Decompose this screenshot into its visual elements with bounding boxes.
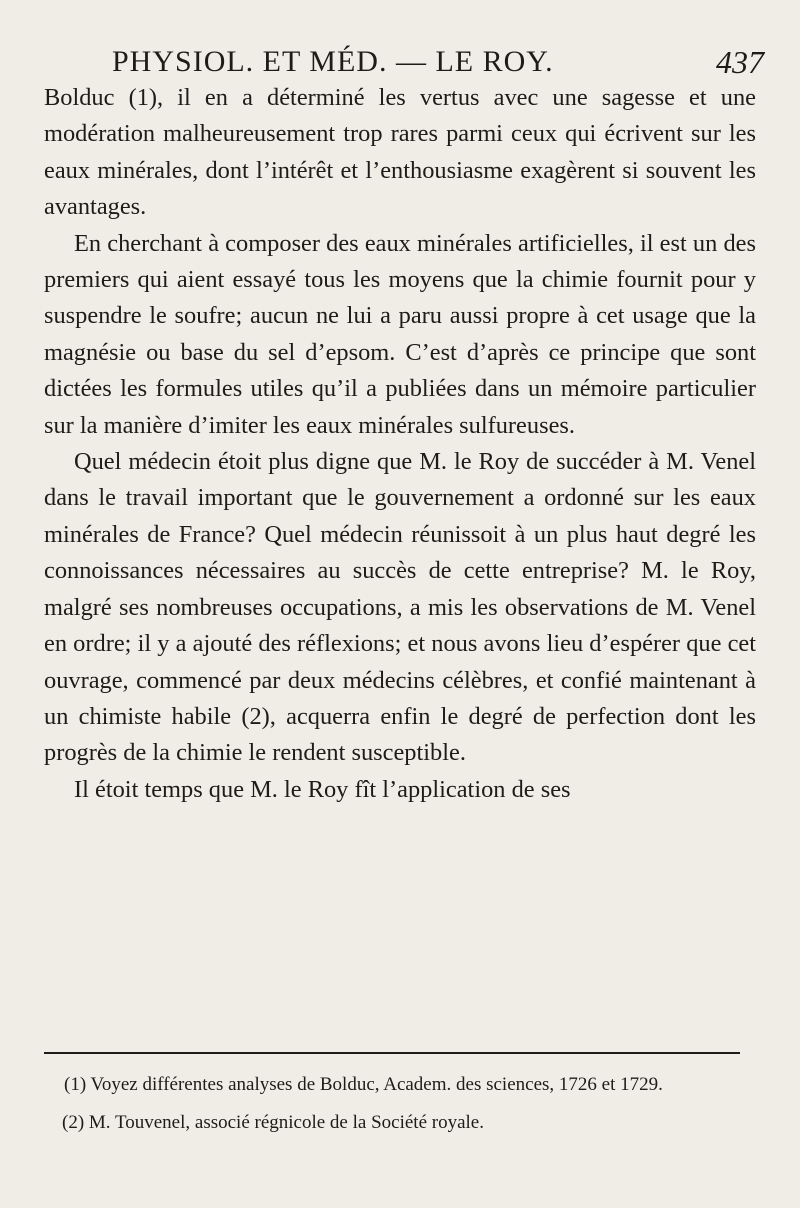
footnote-rule (44, 1052, 740, 1054)
running-head-title: PHYSIOL. ET MÉD. — LE ROY. (112, 45, 554, 78)
body-text (44, 80, 756, 808)
footnote-2: (2) M. Touvenel, associé régnicole de la Société royale. (62, 1112, 484, 1133)
paragraph-continued: Bolduc (1), il en a déterminé les vertus avec une sagesse et une modération malheureusement trop rares parmi ceux qui écrivent sur les eaux minérales, dont l’intérêt et l’enthousiasme exagèrent si souvent les avantages. (44, 84, 756, 221)
paragraph: Il étoit temps que M. le Roy fît l’application de ses (74, 775, 571, 803)
page-number: 437 (716, 44, 764, 80)
paragraph: En cherchant à composer des eaux minérales artificielles, il est un des premiers qui aient essayé tous les moyens que la chimie fournit pour y suspendre le soufre; aucun ne lui a paru aussi propre à cet usage que la magnésie ou base du sel d’epsom. C’est d’après ce principe que sont dictées les formules utiles qu’il a publiées dans un mémoire particulier sur la manière d’imiter les eaux minérales sulfureuses. (44, 229, 756, 439)
footnotes (44, 1070, 756, 1146)
paragraph: Quel médecin étoit plus digne que M. le Roy de succéder à M. Venel dans le travail important que le gouvernement a ordonné sur les eaux minérales de France? Quel médecin réunissoit à un plus haut degré les connoissances nécessaires au succès de cette entreprise? M. le Roy, malgré ses nombreuses occupations, a mis les observations de M. Venel en ordre; il y a ajouté des réflexions; et nous avons lieu d’espérer que cet ouvrage, commencé par deux médecins célèbres, et confié maintenant à un chimiste habile (2), acquerra enfin le degré de perfection dont les progrès de la chimie le rendent susceptible. (44, 448, 756, 767)
footnote-1: (1) Voyez différentes analyses de Bolduc, Academ. des sciences, 1726 et 1729. (64, 1074, 663, 1095)
